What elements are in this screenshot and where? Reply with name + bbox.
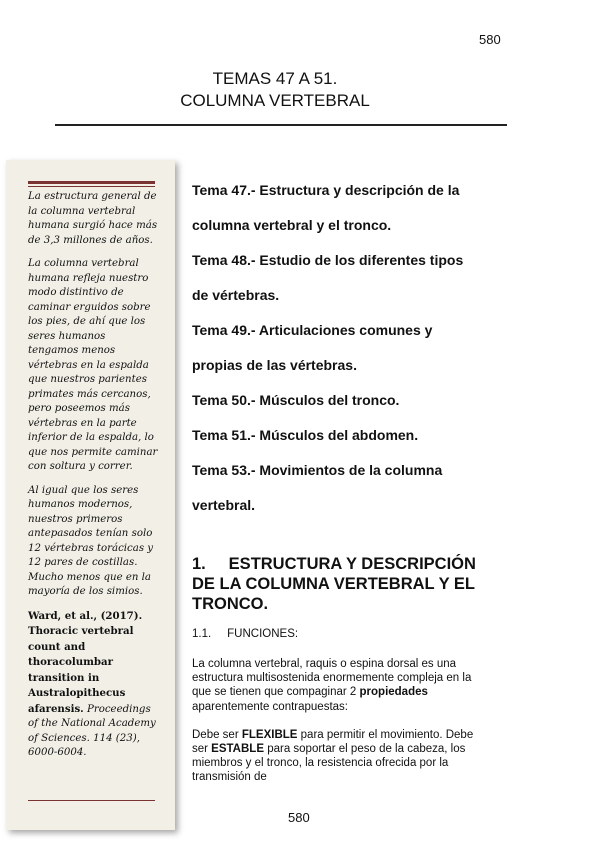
sidebar-paragraph-1: La estructura general de la columna vertebral humana surgió hace más de 3,3 millones de años. (28, 191, 158, 246)
section-heading (192, 554, 512, 614)
topic-line: Tema 47.- Estructura y descripción de la (192, 182, 460, 198)
bold-propiedades: propiedades (359, 686, 428, 699)
topic-line: Tema 48.- Estudio de los diferentes tipos (192, 252, 464, 268)
page-title (60, 68, 490, 112)
bold-flexible: FLEXIBLE (241, 728, 298, 741)
section-heading-line-3: TRONCO. (192, 595, 269, 613)
sidebar-paragraph-3: Al igual que los seres humanos modernos, nuestros primeros antepasados tenían solo 12 vértebras torácicas y 12 pares de costillas. Mucho menos que en la mayoría de los simios. (28, 484, 154, 597)
section-heading-line-2: DE LA COLUMNA VERTEBRAL Y EL (192, 575, 475, 593)
sidebar-bottom-line (28, 800, 155, 801)
body-paragraph-1: La columna vertebral, raquis o espina dorsal es una estructura multisostenida enormemente compleja en la que se tienen que compaginar 2 propiedades aparentemente contrapuestas: (192, 658, 472, 713)
page-number-top: 580 (479, 32, 501, 47)
title-line-1: TEMAS 47 A 51. (212, 69, 338, 88)
reference-source: Proceedings of the National Academy of Sciences. 114 (23), 6000-6004. (28, 703, 156, 758)
bold-estable: ESTABLE (211, 743, 264, 756)
topic-line: vertebral. (192, 497, 256, 513)
topic-line: Tema 51.- Músculos del abdomen. (192, 427, 419, 443)
sidebar-accent-line (28, 186, 155, 187)
topic-line: Tema 49.- Articulaciones comunes y (192, 322, 433, 338)
body-paragraph-2: Debe ser FLEXIBLE para permitir el movimiento. Debe ser ESTABLE para soportar el peso de la cabeza, los miembros y el tronco, la resistencia ofrecida por la transmisión de (192, 728, 474, 784)
reference-citation: Ward, et al., (2017). Thoracic vertebral count and thoracolumbar transition in Australopithecus afarensis. (28, 609, 143, 715)
topic-line: Tema 50.- Músculos del tronco. (192, 392, 400, 408)
topic-line: de vértebras. (192, 287, 280, 303)
sidebar-paragraph-2: La columna vertebral humana refleja nuestro modo distintivo de caminar erguidos sobre los pies, de ahí que los seres humanos tengamos menos vértebras en la espalda que nuestros parientes primates más cercanos, pero poseemos más vértebras en la parte inferior de la espalda, lo que nos permite caminar con soltura y correr. (28, 258, 158, 472)
sidebar-reference (28, 609, 158, 761)
title-divider (55, 124, 507, 126)
topic-line: Tema 53.- Movimientos de la columna (192, 462, 443, 478)
topics-list (192, 173, 502, 523)
section-heading-line-1: 1. ESTRUCTURA Y DESCRIPCIÓN (192, 555, 476, 573)
page-number-bottom: 580 (288, 810, 310, 825)
sidebar-note (6, 160, 175, 830)
topic-line: propias de las vértebras. (192, 357, 357, 373)
topic-line: columna vertebral y el tronco. (192, 217, 392, 233)
title-line-2: COLUMNA VERTEBRAL (180, 91, 370, 110)
subsection-heading: 1.1. FUNCIONES: (192, 628, 299, 640)
sidebar-accent-bar (28, 181, 155, 184)
body-text (192, 657, 492, 799)
sidebar-text (28, 190, 158, 770)
